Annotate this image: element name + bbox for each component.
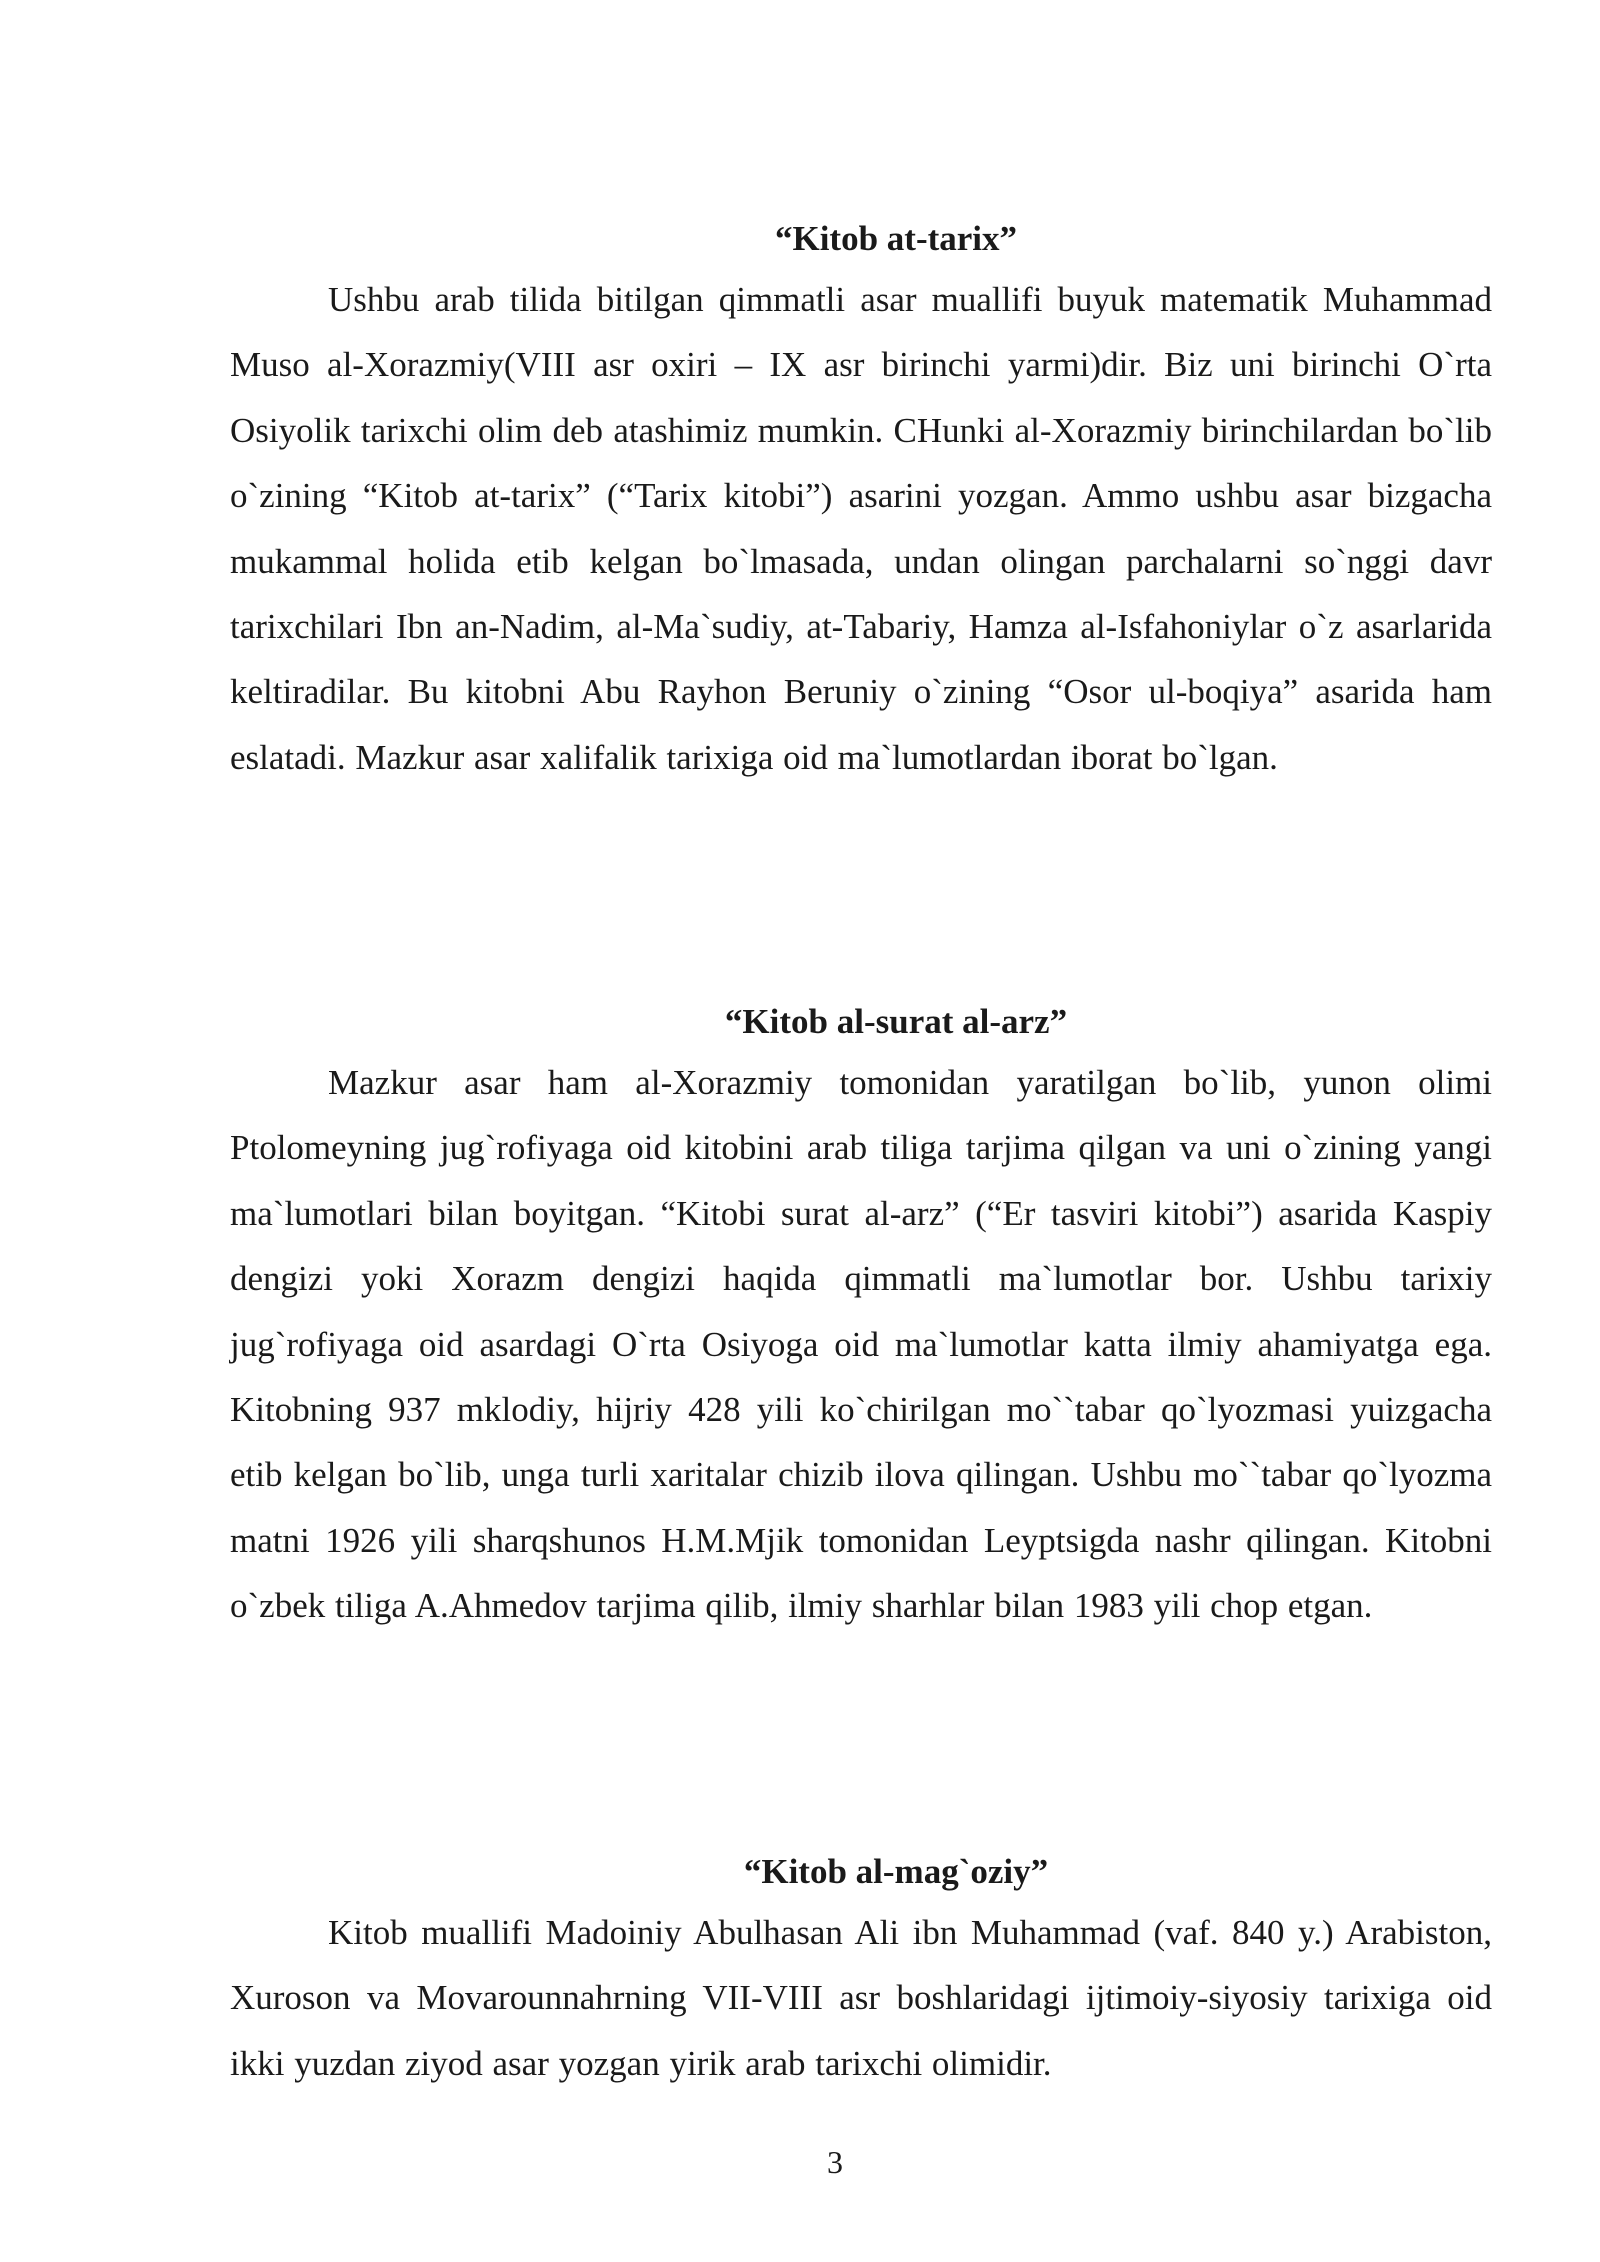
- section-title: “Kitob at-tarix”: [774, 219, 1018, 258]
- section-kitob-al-surat-al-arz: [230, 1002, 1492, 1639]
- section-paragraph: Kitob muallifi Madoiniy Abulhasan Ali ibn Muhammad (vaf. 840 y.) Arabiston, Xuroson va Movarounnahrning VII-VIII asr boshlaridagi ijtimoiy-siyosiy tarixiga oid ikki yuzdan ziyod asar yozgan yirik arab tarixchi olimidir.: [230, 1913, 1492, 2083]
- section-title: “Kitob al-mag`oziy”: [743, 1852, 1049, 1891]
- section-kitob-al-magoziy: [230, 1852, 1492, 2096]
- section-title: “Kitob al-surat al-arz”: [724, 1002, 1068, 1041]
- section-kitob-at-tarix: [230, 219, 1492, 790]
- section-paragraph: Ushbu arab tilida bitilgan qimmatli asar muallifi buyuk matematik Muhammad Muso al-Xorazmiy(VIII asr oxiri – IX asr birinchi yarmi)dir. Biz uni birinchi O`rta Osiyolik tarixchi olim deb atashimiz mumkin. CHunki al-Xorazmiy birinchilardan bo`lib o`zining “Kitob at-tarix” (“Tarix kitobi”) asarini yozgan. Ammo ushbu asar bizgacha mukammal holida etib kelgan bo`lmasada, undan olingan parchalarni so`nggi davr tarixchilari Ibn an-Nadim, al-Ma`sudiy, at-Tabariy, Hamza al-Isfahoniylar o`z asarlarida keltiradilar. Bu kitobni Abu Rayhon Beruniy o`zining “Osor ul-boqiya” asarida ham eslatadi. Mazkur asar xalifalik tarixiga oid ma`lumotlardan iborat bo`lgan.: [230, 280, 1492, 777]
- page-number: 3: [827, 2144, 843, 2180]
- section-paragraph: Mazkur asar ham al-Xorazmiy tomonidan yaratilgan bo`lib, yunon olimi Ptolomeyning jug`rofiyaga oid kitobini arab tiliga tarjima qilgan va uni o`zining yangi ma`lumotlari bilan boyitgan. “Kitobi surat al-arz” (“Er tasviri kitobi”) asarida Kaspiy dengizi yoki Xorazm dengizi haqida qimmatli ma`lumotlar bor. Ushbu tarixiy jug`rofiyaga oid asardagi O`rta Osiyoga oid ma`lumotlar katta ilmiy ahamiyatga ega. Kitobning 937 mklodiy, hijriy 428 yili ko`chirilgan mo``tabar qo`lyozmasi yuizgacha etib kelgan bo`lib, unga turli xaritalar chizib ilova qilingan. Ushbu mo``tabar qo`lyozma matni 1926 yili sharqshunos H.M.Mjik tomonidan Leyptsigda nashr qilingan. Kitobni o`zbek tiliga A.Ahmedov tarjima qilib, ilmiy sharhlar bilan 1983 yili chop etgan.: [230, 1063, 1492, 1626]
